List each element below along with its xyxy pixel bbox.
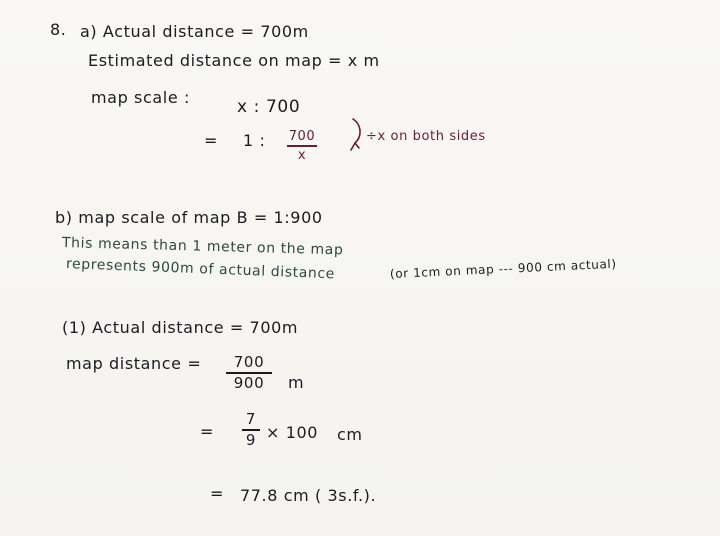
seven-ninths-numerator: 7 (245, 410, 257, 428)
map-distance-fraction (226, 355, 272, 391)
scale-fraction-numerator: 700 (288, 129, 316, 144)
final-result: 77.8 cm ( 3s.f.). (240, 486, 377, 505)
scale-step-left: 1 : (243, 131, 266, 150)
equals-sign-3: = (210, 484, 225, 503)
map-scale-label: map scale : (91, 88, 190, 107)
times-hundred: × 100 (266, 423, 319, 442)
map-distance-numerator: 700 (233, 353, 265, 371)
map-distance-label: map distance = (66, 354, 202, 373)
seven-ninths-fraction (242, 412, 260, 448)
question-number: 8. (50, 20, 67, 39)
scale-fraction-denominator: x (297, 147, 307, 163)
map-scale-ratio: x : 700 (237, 97, 301, 117)
scale-fraction (287, 130, 317, 162)
brace-annotation (350, 117, 366, 153)
unit-meters: m (288, 373, 305, 392)
part-b-explanation-line-2: represents 900m of actual distance (65, 256, 336, 283)
map-distance-denominator: 900 (233, 373, 265, 392)
part-b-parenthetical-note: (or 1cm on map --- 900 cm actual) (389, 256, 617, 281)
scale-fraction-bar (287, 145, 317, 147)
part-b-explanation-line-1: This means than 1 meter on the map (61, 235, 344, 259)
part-a-estimated-distance: Estimated distance on map = x m (88, 51, 380, 70)
equals-sign-2: = (200, 422, 215, 441)
part-b-map-scale: b) map scale of map B = 1:900 (55, 208, 323, 227)
divide-note: ÷x on both sides (366, 129, 486, 144)
part-a-actual-distance: a) Actual distance = 700m (80, 22, 309, 41)
seven-ninths-denominator: 9 (245, 430, 257, 449)
part-i-actual-distance: (1) Actual distance = 700m (62, 318, 299, 337)
equals-sign: = (204, 131, 219, 150)
unit-centimeters: cm (337, 425, 363, 444)
